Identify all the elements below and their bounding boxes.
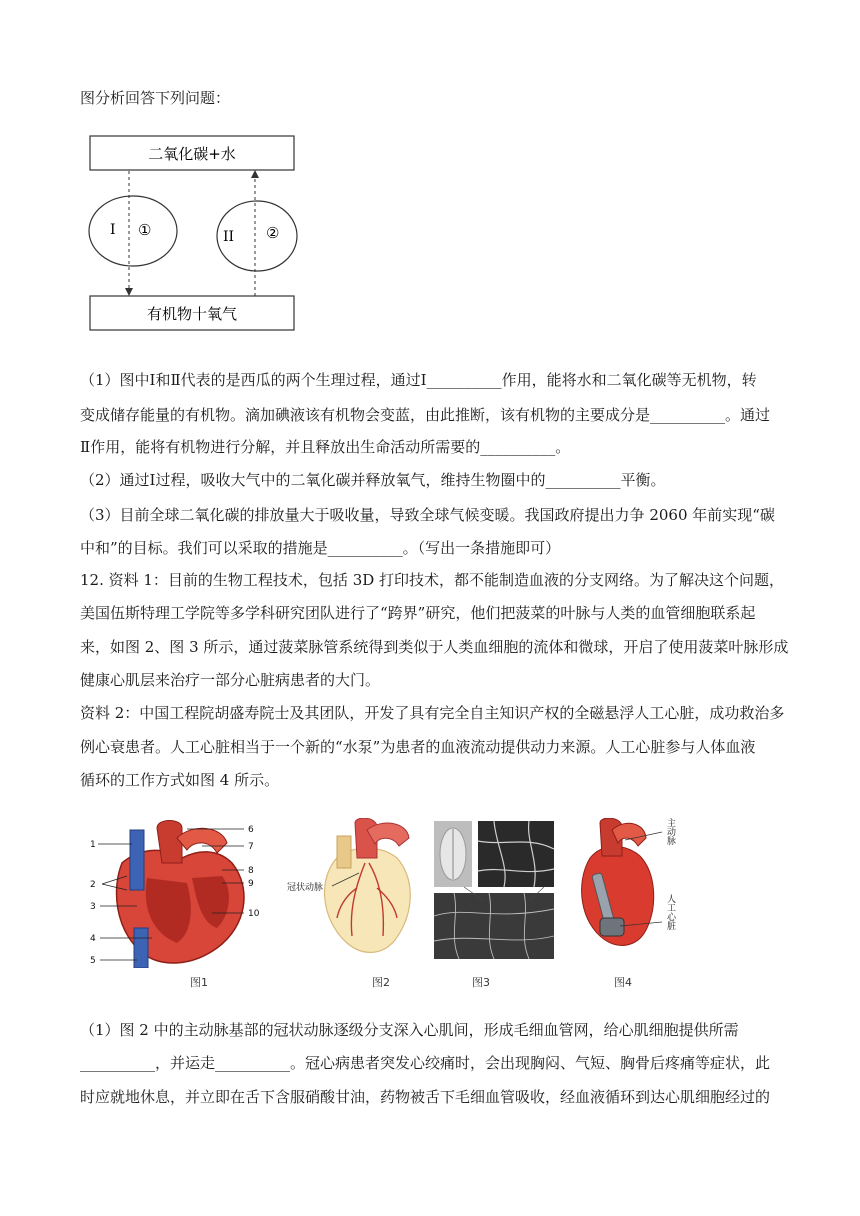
fig1-label-9: 9 [248,879,254,889]
fig1-label-7: 7 [248,842,254,852]
carbon-cycle-diagram [88,134,298,334]
fig1-label-5: 5 [90,956,96,966]
fig4-caption: 图4 [614,976,632,989]
q11-p3-line1: （3）目前全球二氧化碳的排放量大于吸收量，导致全球气候变暖。我国政府提出力争 2060 年前实现“碳 [80,506,775,524]
figure1-heart-illustration [82,818,272,968]
intro-text: 图分析回答下列问题： [80,89,231,107]
fig1-label-4: 4 [90,934,96,944]
fig1-label-3: 3 [90,902,96,912]
up-arrowhead-icon [251,170,259,178]
q11-p1-line2: 变成储存能量的有机物。滴加碘液该有机物会变蓝，由此推断，该有机物的主要成分是__________。通过 [80,406,771,424]
process-one-ellipse [89,196,177,266]
fig1-label-8: 8 [248,866,254,876]
q11-p1-line1: （1）图中Ⅰ和Ⅱ代表的是西瓜的两个生理过程，通过Ⅰ__________作用，能将水和二氧化碳等无机物，转 [80,371,757,389]
fig4-aorta-label: 主动脉 [665,818,675,845]
q12-line7: 循环的工作方式如图 4 所示。 [80,771,280,789]
q11-p3-line2: 中和”的目标。我们可以采取的措施是__________。（写出一条措施即可） [80,539,561,557]
q12-sub-line3: 时应就地休息，并立即在舌下含服硝酸甘油，药物被舌下毛细血管吸收，经血液循环到达心肌细胞经过的 [80,1088,771,1106]
q12-line4: 健康心肌层来治疗一部分心脏病患者的大门。 [80,671,381,689]
bottom-box-label: 有机物十氧气 [146,305,238,323]
fig1-label-2: 2 [90,880,96,890]
fig2-caption: 图2 [372,976,390,989]
fig2-coronary-label: 冠状动脉 [287,883,324,893]
q12-line6: 例心衰患者。人工心脏相当于一个新的“水泵”为患者的血液流动提供动力来源。人工心脏参与人体血液 [80,738,756,756]
q12-sub-line2: __________，并运走__________。冠心病患者突发心绞痛时，会出现胸闷、气短、胸骨后疼痛等症状，此 [80,1054,771,1072]
process-two-roman: II [223,229,235,245]
process-one-circle: ① [138,221,152,239]
figure2-coronary-illustration [287,818,427,963]
figure3-leaf-vein-illustration [434,821,556,961]
q12-line2: 美国伍斯特理工学院等多学科研究团队进行了“跨界”研究，他们把菠菜的叶脉与人类的血管细胞联系起 [80,604,756,622]
process-two-circle: ② [266,224,280,242]
q12-line1: 12. 资料 1：目前的生物工程技术，包括 3D 打印技术，都不能制造血液的分支网络。为了解决这个问题， [80,571,785,589]
fig1-label-10: 10 [248,909,260,919]
process-one-roman: I [110,222,116,238]
q11-p1-line3: Ⅱ作用，能将有机物进行分解，并且释放出生命活动所需要的__________。 [80,438,571,456]
down-arrowhead-icon [125,288,133,296]
fig4-artificial-heart-label: 人工心脏 [665,894,675,930]
fig1-label-1: 1 [90,840,96,850]
q12-sub-line1: （1）图 2 中的主动脉基部的冠状动脉逐级分支深入心肌间，形成毛细血管网，给心肌细胞提供所需 [80,1021,739,1039]
q12-line5: 资料 2：中国工程院胡盛寿院士及其团队，开发了具有完全自主知识产权的全磁悬浮人工心脏，成功救治多 [80,704,785,722]
fig1-label-6: 6 [248,825,254,835]
figure-row [82,818,682,988]
top-box-label: 二氧化碳+水 [148,145,236,163]
fig3-caption: 图3 [472,976,490,989]
q12-line3: 来，如图 2、图 3 所示，通过菠菜脉管系统得到类似于人类血细胞的流体和微球，开启了使用菠菜叶脉形成 [80,638,789,656]
fig1-caption: 图1 [190,976,208,989]
q11-p2: （2）通过Ⅰ过程，吸收大气中的二氧化碳并释放氧气，维持生物圈中的__________平衡。 [80,471,666,489]
figure4-artificial-heart-illustration [570,818,682,963]
